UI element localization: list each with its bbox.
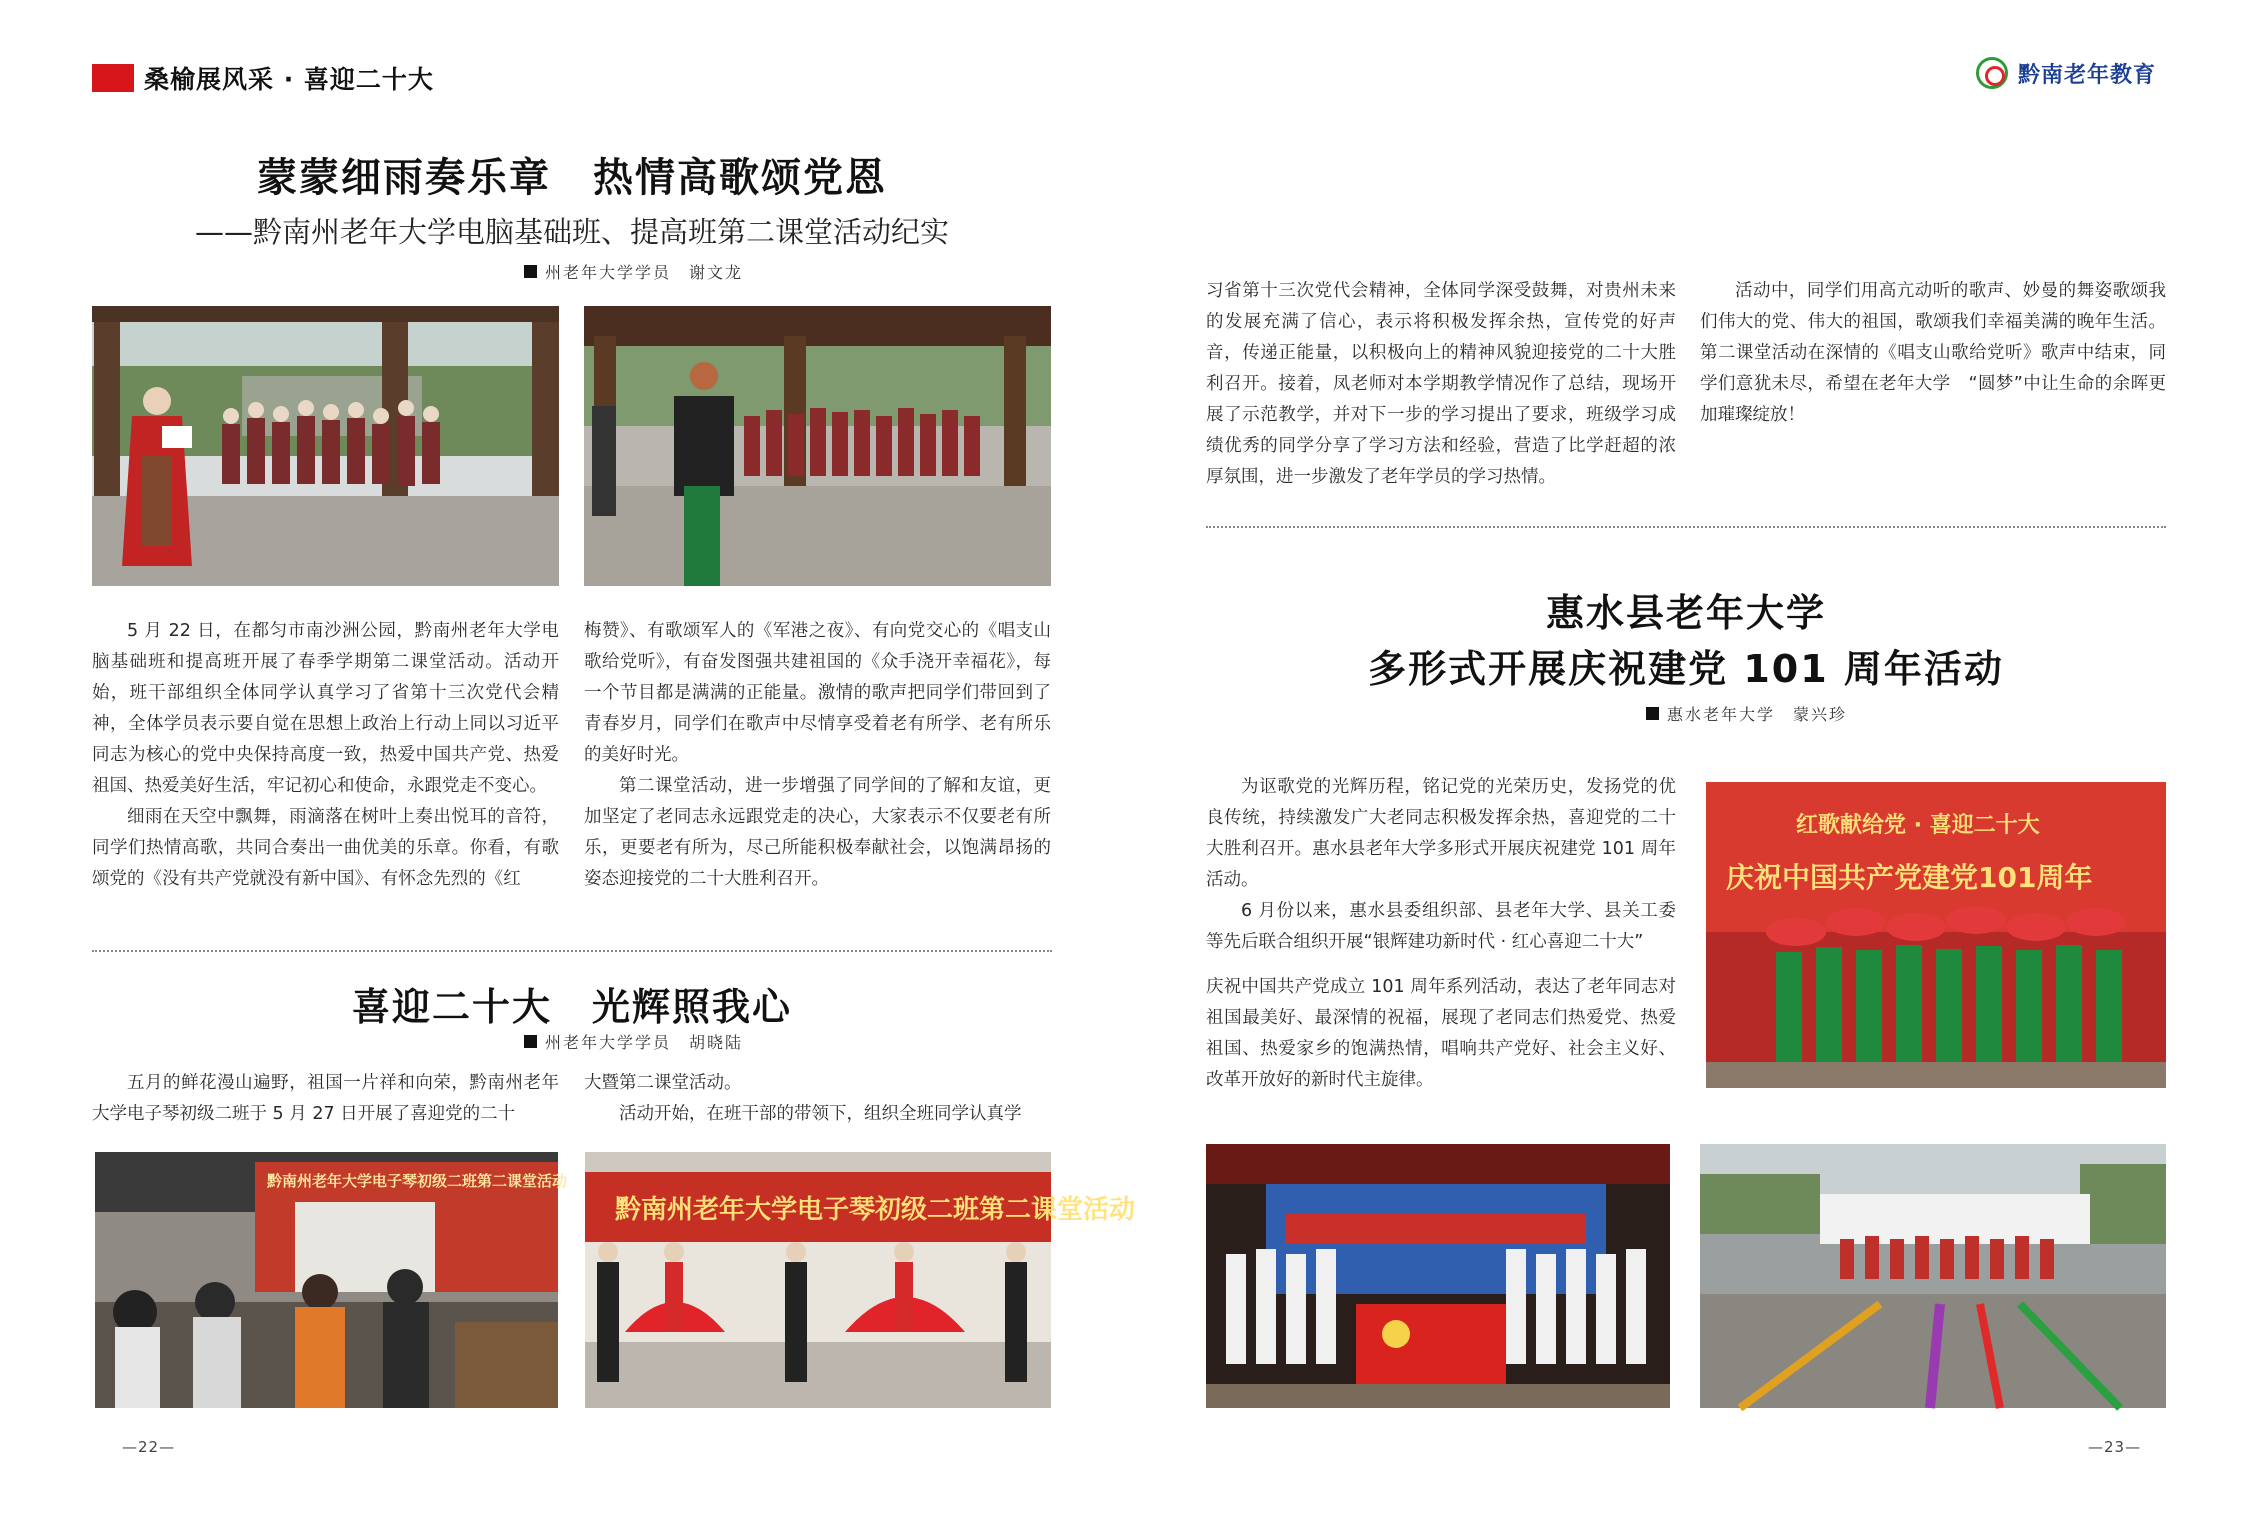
dotted-divider bbox=[1206, 526, 2166, 528]
photo-pavilion-conductor bbox=[584, 306, 1051, 586]
photo-classroom-audience bbox=[95, 1152, 568, 1408]
dotted-divider bbox=[92, 950, 1052, 952]
photo-banner-text: 黔南州老年大学电子琴初级二班第二课堂活动 bbox=[267, 1172, 568, 1190]
paragraph: 大暨第二课堂活动。 bbox=[584, 1073, 742, 1093]
photo-banner-text: 黔南州老年大学电子琴初级二班第二课堂活动 bbox=[615, 1195, 1136, 1225]
photo-stage-party-flag bbox=[1206, 1144, 1670, 1408]
byline-square-icon bbox=[524, 265, 537, 278]
article1-column1 bbox=[92, 616, 559, 926]
photo-banner-line2: 庆祝中国共产党建党101周年 bbox=[1726, 861, 2093, 894]
article1-continued-column2 bbox=[1700, 276, 2166, 436]
article1-column2 bbox=[584, 616, 1051, 896]
brand-name: 黔南老年教育 bbox=[2017, 62, 2156, 88]
article3-byline bbox=[1646, 702, 1847, 725]
article1-subtitle: ——黔南州老年大学电脑基础班、提高班第二课堂活动纪实 bbox=[194, 215, 949, 249]
photo-banner-line1: 红歌献给党 · 喜迎二十大 bbox=[1796, 813, 2040, 838]
photo-outdoor-group-ribbons bbox=[1700, 1144, 2166, 1408]
article2-byline bbox=[524, 1030, 743, 1053]
photo-park-choir-red-singer bbox=[92, 306, 559, 586]
photo-red-banner-green-dancers bbox=[1706, 782, 2166, 1088]
article2-title: 喜迎二十大 光辉照我心 bbox=[351, 985, 792, 1029]
section-title: 桑榆展风采 · 喜迎二十大 bbox=[144, 65, 434, 94]
paragraph: 活动中，同学们用高亢动听的歌声、妙曼的舞姿歌颂我们伟大的党、伟大的祖国，歌颂我们幸福美满的晚年生活。第二课堂活动在深情的《唱支山歌给党听》歌声中结束，同学们意犹未尽，希望在老年大学 “圆梦”中让生命的余晖更加璀璨绽放！ bbox=[1700, 281, 2166, 425]
page-number-left: —22— bbox=[122, 1438, 176, 1456]
paragraph: 细雨在天空中飘舞，雨滴落在树叶上奏出悦耳的音符，同学们热情高歌，共同合奏出一曲优美的乐章。你看，有歌颂党的《没有共产党就没有新中国》、有怀念先烈的《红 bbox=[92, 807, 559, 889]
byline-text: 惠水老年大学 蒙兴珍 bbox=[1667, 705, 1848, 724]
photo-red-skirt-dancers bbox=[585, 1152, 1136, 1408]
article1-continued-column1 bbox=[1206, 276, 1676, 496]
byline-text: 州老年大学学员 谢文龙 bbox=[545, 263, 744, 282]
article3-title-line1: 惠水县老年大学 bbox=[1545, 591, 1826, 635]
paragraph: 5 月 22 日，在都匀市南沙洲公园，黔南州老年大学电脑基础班和提高班开展了春季学期第二课堂活动。活动开始，班干部组织全体同学认真学习了省第十三次党代会精神，全体学员表示要自觉在思想上政治上行动上同以习近平同志为核心的党中央保持高度一致，热爱中国共产党、热爱祖国、热爱美好生活，牢记初心和使命，永跟党走不变心。 bbox=[92, 621, 559, 796]
paragraph: 活动开始，在班干部的带领下，组织全班同学认真学 bbox=[619, 1104, 1022, 1124]
article1-byline bbox=[524, 260, 743, 283]
paragraph: 习省第十三次党代会精神，全体同学深受鼓舞，对贵州未来的发展充满了信心，表示将积极发挥余热，宣传党的好声音，传递正能量，以积极向上的精神风貌迎接党的二十大胜利召开。接着，凤老师对本学期教学情况作了总结，现场开展了示范教学，并对下一步的学习提出了要求，班级学习成绩优秀的同学分享了学习方法和经验，营造了比学赶超的浓厚氛围，进一步激发了老年学员的学习热情。 bbox=[1206, 281, 1676, 487]
article1-title: 蒙蒙细雨奏乐章 热情高歌颂党恩 bbox=[257, 155, 887, 201]
paragraph: 第二课堂活动，进一步增强了同学间的了解和友谊，更加坚定了老同志永远跟党走的决心，大家表示不仅要老有所乐，更要老有所为，尽己所能积极奉献社会，以饱满昂扬的姿态迎接党的二十大胜利召开。 bbox=[584, 776, 1051, 889]
brand-logo bbox=[1976, 56, 2156, 90]
byline-square-icon bbox=[1646, 707, 1659, 720]
article2-column2 bbox=[584, 1068, 1051, 1132]
logo-emblem-icon bbox=[1976, 57, 2008, 89]
paragraph: 五月的鲜花漫山遍野，祖国一片祥和向荣，黔南州老年大学电子琴初级二班于 5 月 27 日开展了喜迎党的二十 bbox=[92, 1073, 559, 1124]
article2-column1 bbox=[92, 1068, 559, 1132]
paragraph: 庆祝中国共产党成立 101 周年系列活动，表达了老年同志对祖国最美好、最深情的祝福，展现了老同志们热爱党、热爱祖国、热爱家乡的饱满热情，唱响共产党好、社会主义好、改革开放好的新时代主旋律。 bbox=[1206, 977, 1676, 1090]
article3-title-line2: 多形式开展庆祝建党 101 周年活动 bbox=[1368, 647, 2004, 691]
byline-square-icon bbox=[524, 1035, 537, 1048]
paragraph: 梅赞》、有歌颂军人的《军港之夜》、有向党交心的《唱支山歌给党听》，有奋发图强共建祖国的《众手浇开幸福花》，每一个节目都是满满的正能量。激情的歌声把同学们带回到了青春岁月，同学们在歌声中尽情享受着老有所学、老有所乐的美好时光。 bbox=[584, 621, 1051, 765]
paragraph: 为讴歌党的光辉历程，铭记党的光荣历史，发扬党的优良传统，持续激发广大老同志积极发挥余热，喜迎党的二十大胜利召开。惠水县老年大学多形式开展庆祝建党 101 周年活动。 bbox=[1206, 777, 1676, 890]
paragraph: 6 月份以来，惠水县委组织部、县老年大学、县关工委等先后联合组织开展“银辉建功新时代 · 红心喜迎二十大” bbox=[1206, 901, 1676, 952]
section-color-block bbox=[92, 64, 134, 92]
byline-text: 州老年大学学员 胡晓陆 bbox=[545, 1033, 744, 1052]
article3-column1 bbox=[1206, 772, 1676, 1112]
page-number-right: —23— bbox=[2088, 1438, 2142, 1456]
